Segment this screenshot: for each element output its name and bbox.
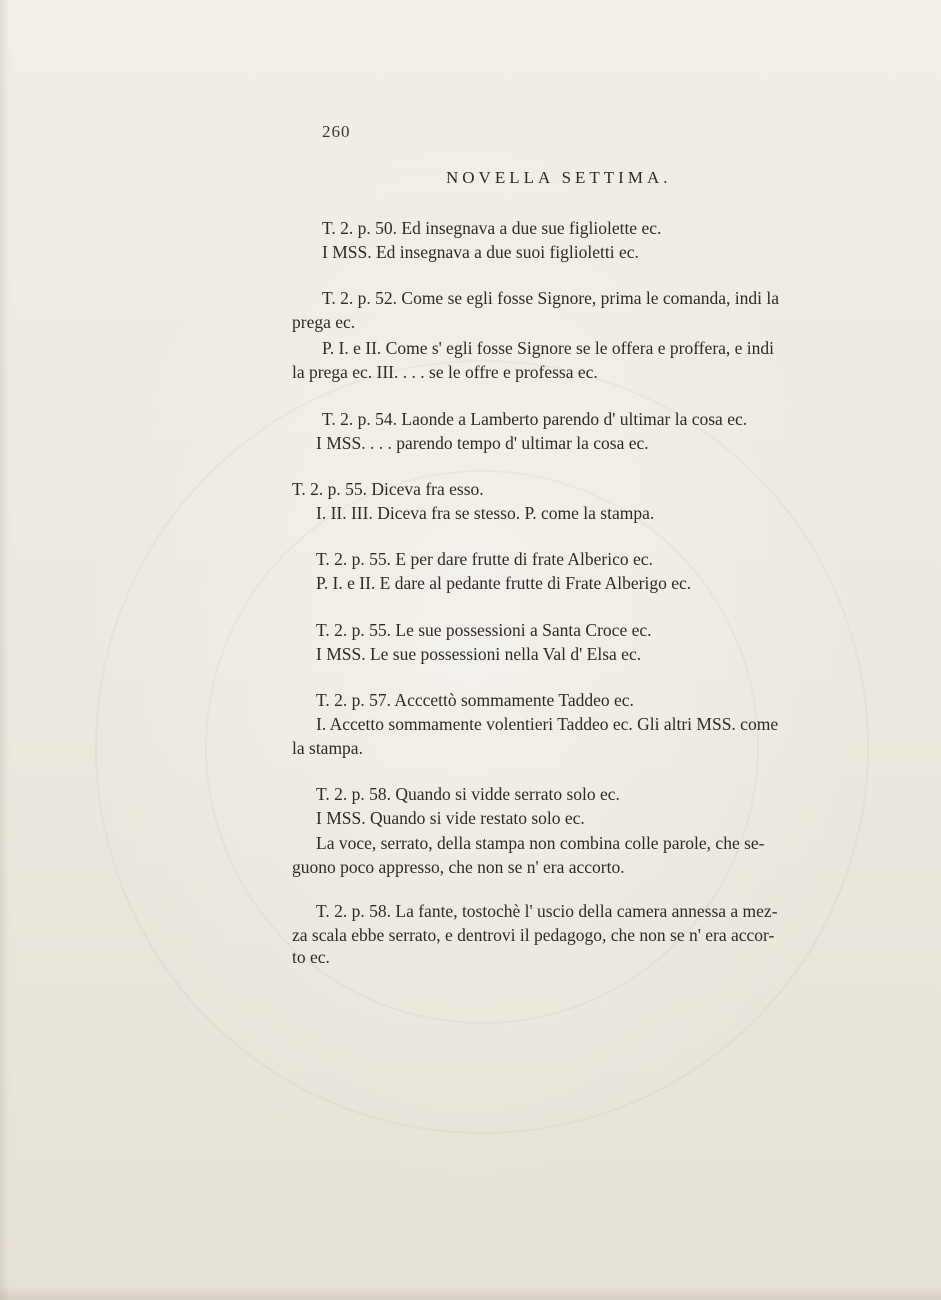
- text-line: la stampa.: [292, 738, 363, 758]
- page-bottom-shadow: [0, 1286, 941, 1300]
- text-line: I. II. III. Diceva fra se stesso. P. come la stampa.: [316, 503, 655, 523]
- chapter-title: NOVELLA SETTIMA.: [446, 168, 672, 187]
- text-line: I MSS. Ed insegnava a due suoi figlioletti ec.: [322, 242, 639, 262]
- text-line: T. 2. p. 55. E per dare frutte di frate Alberico ec.: [316, 549, 653, 569]
- text-line: T. 2. p. 55. Le sue possessioni a Santa Croce ec.: [316, 620, 652, 640]
- text-line: prega ec.: [292, 312, 356, 332]
- page-edge-shadow: [0, 0, 10, 1300]
- text-line: to ec.: [292, 947, 330, 967]
- text-line: T. 2. p. 58. Quando si vidde serrato solo ec.: [316, 784, 620, 804]
- text-line: I MSS. Le sue possessioni nella Val d' Elsa ec.: [316, 644, 642, 664]
- text-line: P. I. e II. E dare al pedante frutte di Frate Alberigo ec.: [316, 573, 692, 593]
- text-line: T. 2. p. 54. Laonde a Lamberto parendo d' ultimar la cosa ec.: [322, 409, 748, 429]
- text-line: la prega ec. III. . . . se le offre e professa ec.: [292, 362, 598, 382]
- text-line: I. Accetto sommamente volentieri Taddeo ec. Gli altri MSS. come: [316, 714, 779, 734]
- text-line: La voce, serrato, della stampa non combina colle parole, che se-: [316, 833, 765, 853]
- text-line: T. 2. p. 50. Ed insegnava a due sue figliolette ec.: [322, 218, 662, 238]
- text-line: za scala ebbe serrato, e dentrovi il pedagogo, che non se n' era accor-: [292, 925, 775, 945]
- text-line: T. 2. p. 57. Acccettò sommamente Taddeo ec.: [316, 690, 634, 710]
- text-line: P. I. e II. Come s' egli fosse Signore se le offera e proffera, e indi: [322, 338, 775, 358]
- text-line: I MSS. Quando si vide restato solo ec.: [316, 808, 585, 828]
- text-line: T. 2. p. 58. La fante, tostochè l' uscio della camera annessa a mez-: [316, 901, 778, 921]
- text-line: guono poco appresso, che non se n' era accorto.: [292, 857, 625, 877]
- text-line: I MSS. . . . parendo tempo d' ultimar la cosa ec.: [316, 433, 649, 453]
- page-number: 260: [322, 122, 351, 141]
- bleed-through-ring: [95, 360, 869, 1134]
- text-line: T. 2. p. 55. Diceva fra esso.: [292, 479, 484, 499]
- text-line: T. 2. p. 52. Come se egli fosse Signore, prima le comanda, indi la: [322, 288, 780, 308]
